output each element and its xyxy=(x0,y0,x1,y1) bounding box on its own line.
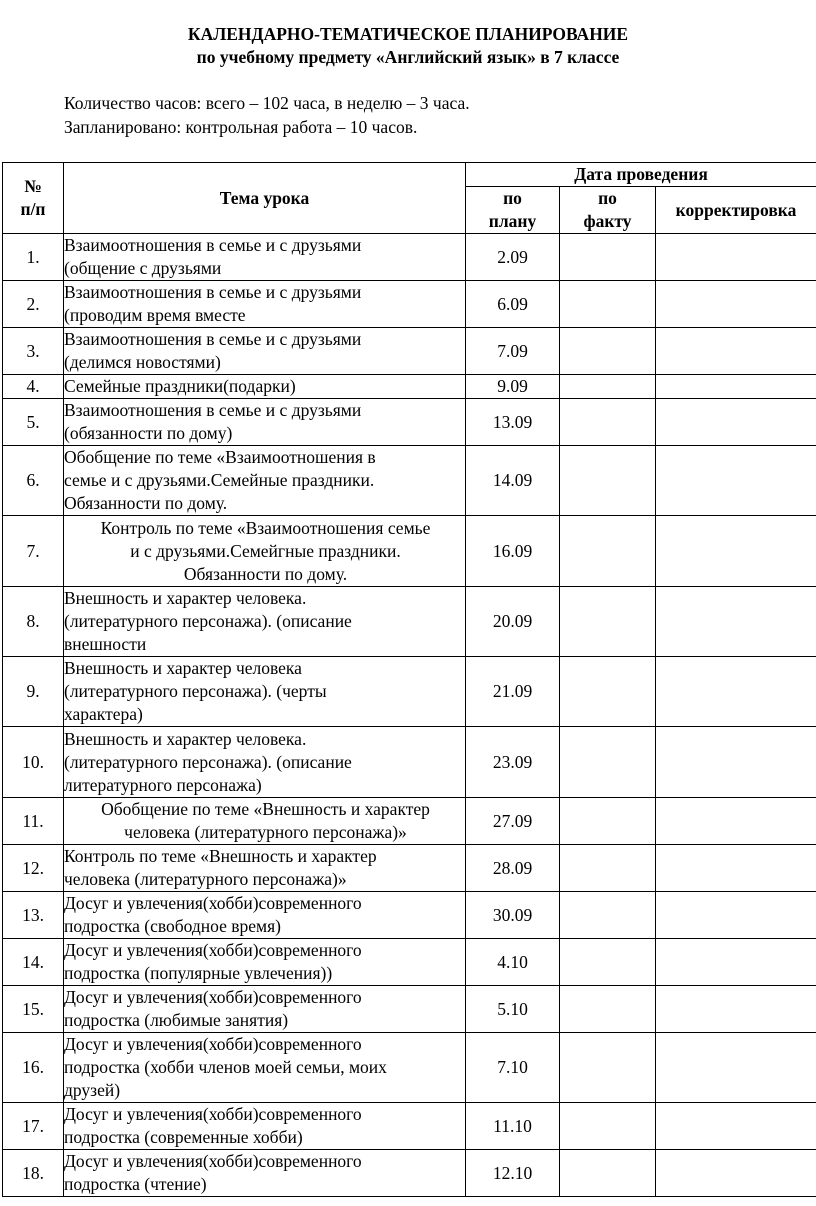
lesson-topic-line: Контроль по теме «Взаимоотношения семье xyxy=(100,517,431,538)
date-planned: 21.09 xyxy=(466,657,560,727)
date-actual xyxy=(560,1103,656,1150)
document-subtitle: по учебному предмету «Английский язык» в 7 классе xyxy=(196,47,620,67)
lesson-topic xyxy=(64,587,466,657)
col-header-date-group: Дата проведения xyxy=(466,163,816,187)
date-actual xyxy=(560,516,656,587)
table-row xyxy=(3,939,816,986)
date-actual xyxy=(560,1150,656,1197)
lesson-topic-line: подростка (чтение) xyxy=(64,1174,207,1194)
date-correction xyxy=(656,727,816,798)
row-number: 12. xyxy=(3,845,64,892)
lesson-topic xyxy=(64,516,466,587)
row-number: 6. xyxy=(3,446,64,516)
lesson-topic xyxy=(64,281,466,328)
lesson-topic xyxy=(64,657,466,727)
row-number: 11. xyxy=(3,798,64,845)
date-actual xyxy=(560,845,656,892)
date-actual xyxy=(560,986,656,1033)
table-row xyxy=(3,657,816,727)
table-row xyxy=(3,1103,816,1150)
date-planned: 30.09 xyxy=(466,892,560,939)
date-actual xyxy=(560,939,656,986)
lesson-topic xyxy=(64,1150,466,1197)
lesson-topic-line: (литературного персонажа). (черты xyxy=(64,681,327,701)
lesson-topic-line: Внешность и характер человека. xyxy=(64,728,307,749)
date-correction xyxy=(656,939,816,986)
lesson-topic-line: (делимся новостями) xyxy=(64,352,221,372)
document-title: КАЛЕНДАРНО-ТЕМАТИЧЕСКОЕ ПЛАНИРОВАНИЕ xyxy=(187,24,629,44)
lesson-topic-line: литературного персонажа) xyxy=(64,774,262,795)
lesson-topic-line: (литературного персонажа). (описание xyxy=(64,751,352,772)
date-planned: 12.10 xyxy=(466,1150,560,1197)
lesson-topic-line: Досуг и увлечения(хобби)современного xyxy=(64,1034,362,1054)
lesson-topic-line: подростка (популярные увлечения)) xyxy=(64,963,333,983)
date-correction xyxy=(656,234,816,281)
lesson-topic-line: (проводим время вместе xyxy=(64,305,246,325)
table-row xyxy=(3,516,816,587)
date-correction xyxy=(656,986,816,1033)
col-header-correction: корректировка xyxy=(656,187,816,234)
row-number: 4. xyxy=(3,375,64,399)
date-planned: 28.09 xyxy=(466,845,560,892)
date-planned: 2.09 xyxy=(466,234,560,281)
table-row xyxy=(3,986,816,1033)
date-correction xyxy=(656,587,816,657)
table-row xyxy=(3,1150,816,1197)
table-row xyxy=(3,281,816,328)
date-planned: 27.09 xyxy=(466,798,560,845)
lesson-topic-line: Контроль по теме «Внешность и характер xyxy=(64,846,377,866)
date-correction xyxy=(656,446,816,516)
lesson-topic xyxy=(64,1033,466,1103)
lesson-topic xyxy=(64,234,466,281)
col-header-topic: Тема урока xyxy=(64,163,466,234)
date-correction xyxy=(656,892,816,939)
col-header-number: № п/п xyxy=(3,163,64,234)
lesson-topic-line: внешности xyxy=(64,634,147,654)
lesson-topic-line: человека (литературного персонажа)» xyxy=(124,822,407,842)
row-number: 13. xyxy=(3,892,64,939)
date-actual xyxy=(560,375,656,399)
row-number: 7. xyxy=(3,516,64,587)
lesson-topic-line: Досуг и увлечения(хобби)современного xyxy=(64,987,362,1007)
lesson-topic xyxy=(64,375,466,399)
date-correction xyxy=(656,516,816,587)
lesson-topic-line: Досуг и увлечения(хобби)современного xyxy=(64,1151,362,1171)
col-header-plan: по плану xyxy=(466,187,560,234)
date-actual xyxy=(560,657,656,727)
lesson-topic-line: семье и с друзьями.Семейные праздники. xyxy=(64,470,375,490)
row-number: 15. xyxy=(3,986,64,1033)
lesson-topic-line: подростка (хобби членов моей семьи, моих xyxy=(64,1057,387,1077)
lesson-topic-line: Внешность и характер человека. xyxy=(64,588,307,608)
date-planned: 13.09 xyxy=(466,399,560,446)
planning-table xyxy=(2,162,816,1197)
lesson-topic-line: (обязанности по дому) xyxy=(64,423,233,443)
row-number: 3. xyxy=(3,328,64,375)
lesson-topic-line: друзей) xyxy=(64,1080,121,1100)
row-number: 5. xyxy=(3,399,64,446)
lesson-topic xyxy=(64,727,466,798)
row-number: 9. xyxy=(3,657,64,727)
lesson-topic-line: Взаимоотношения в семье и с друзьями xyxy=(64,282,362,302)
lesson-topic-line: Внешность и характер человека xyxy=(64,658,302,678)
row-number: 1. xyxy=(3,234,64,281)
date-correction xyxy=(656,657,816,727)
table-row xyxy=(3,727,816,798)
lesson-topic xyxy=(64,328,466,375)
lesson-topic-line: Обобщение по теме «Внешность и характер xyxy=(101,799,430,819)
date-correction xyxy=(656,399,816,446)
hours-info: Количество часов: всего – 102 часа, в неделю – 3 часа. xyxy=(64,93,470,113)
lesson-topic xyxy=(64,892,466,939)
date-actual xyxy=(560,587,656,657)
planned-info: Запланировано: контрольная работа – 10 часов. xyxy=(64,117,418,137)
table-row xyxy=(3,798,816,845)
lesson-topic-line: подростка (свободное время) xyxy=(64,916,281,936)
date-planned: 7.09 xyxy=(466,328,560,375)
lesson-topic xyxy=(64,399,466,446)
lesson-topic xyxy=(64,845,466,892)
date-actual xyxy=(560,399,656,446)
lesson-topic-line: Обобщение по теме «Взаимоотношения в xyxy=(64,447,376,467)
lesson-topic-line: Досуг и увлечения(хобби)современного xyxy=(64,940,362,960)
table-row xyxy=(3,446,816,516)
date-actual xyxy=(560,234,656,281)
lesson-topic-line: Взаимоотношения в семье и с друзьями xyxy=(64,329,362,349)
table-row xyxy=(3,328,816,375)
date-correction xyxy=(656,1033,816,1103)
lesson-topic-line: Семейные праздники(подарки) xyxy=(64,376,296,396)
date-actual xyxy=(560,281,656,328)
date-correction xyxy=(656,845,816,892)
lesson-topic-line: подростка (современные хобби) xyxy=(64,1127,303,1147)
row-number: 16. xyxy=(3,1033,64,1103)
table-row xyxy=(3,845,816,892)
date-correction xyxy=(656,328,816,375)
date-planned: 23.09 xyxy=(466,727,560,798)
table-row xyxy=(3,375,816,399)
lesson-topic xyxy=(64,1103,466,1150)
date-correction xyxy=(656,1103,816,1150)
row-number: 14. xyxy=(3,939,64,986)
row-number: 18. xyxy=(3,1150,64,1197)
lesson-topic-line: и с друзьями.Семейгные праздники. xyxy=(130,540,401,561)
row-number: 17. xyxy=(3,1103,64,1150)
lesson-topic xyxy=(64,446,466,516)
date-correction xyxy=(656,1150,816,1197)
lesson-topic-line: Обязанности по дому. xyxy=(183,563,348,584)
table-row xyxy=(3,892,816,939)
lesson-topic xyxy=(64,986,466,1033)
lesson-topic-line: (общение с друзьями xyxy=(64,258,222,278)
lesson-topic-line: Взаимоотношения в семье и с друзьями xyxy=(64,400,362,420)
date-planned: 20.09 xyxy=(466,587,560,657)
table-row xyxy=(3,1033,816,1103)
date-actual xyxy=(560,1033,656,1103)
table-row xyxy=(3,234,816,281)
date-correction xyxy=(656,281,816,328)
date-planned: 7.10 xyxy=(466,1033,560,1103)
lesson-topic-line: Взаимоотношения в семье и с друзьями xyxy=(64,235,362,255)
lesson-topic-line: человека (литературного персонажа)» xyxy=(64,869,347,889)
date-actual xyxy=(560,328,656,375)
date-planned: 5.10 xyxy=(466,986,560,1033)
date-planned: 16.09 xyxy=(466,516,560,587)
table-row xyxy=(3,399,816,446)
date-correction xyxy=(656,798,816,845)
row-number: 8. xyxy=(3,587,64,657)
date-planned: 9.09 xyxy=(466,375,560,399)
date-actual xyxy=(560,446,656,516)
lesson-topic-line: Досуг и увлечения(хобби)современного xyxy=(64,1104,362,1124)
lesson-topic-line: подростка (любимые занятия) xyxy=(64,1010,289,1030)
lesson-topic-line: характера) xyxy=(64,704,143,724)
date-planned: 14.09 xyxy=(466,446,560,516)
date-actual xyxy=(560,727,656,798)
date-actual xyxy=(560,798,656,845)
lesson-topic-line: Обязанности по дому. xyxy=(64,493,228,513)
date-actual xyxy=(560,892,656,939)
lesson-topic xyxy=(64,798,466,845)
date-planned: 11.10 xyxy=(466,1103,560,1150)
col-header-fact: по факту xyxy=(560,187,656,234)
lesson-topic-line: Досуг и увлечения(хобби)современного xyxy=(64,893,362,913)
row-number: 2. xyxy=(3,281,64,328)
date-correction xyxy=(656,375,816,399)
date-planned: 6.09 xyxy=(466,281,560,328)
lesson-topic-line: (литературного персонажа). (описание xyxy=(64,611,352,631)
date-planned: 4.10 xyxy=(466,939,560,986)
table-row xyxy=(3,587,816,657)
lesson-topic xyxy=(64,939,466,986)
row-number: 10. xyxy=(3,727,64,798)
